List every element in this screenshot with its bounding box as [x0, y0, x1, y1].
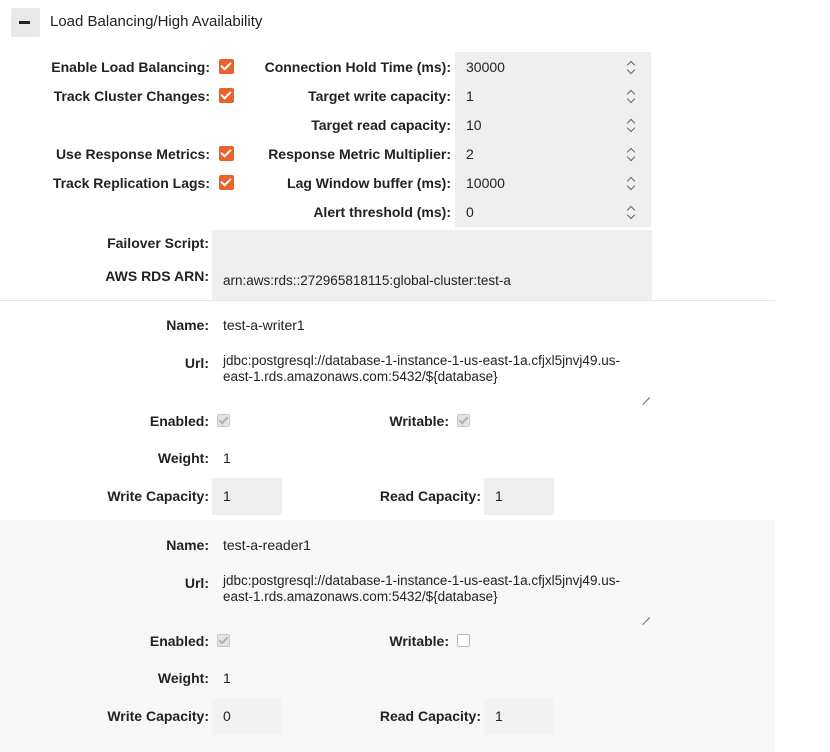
server-read-capacity-value: 1: [495, 708, 503, 724]
server-writable-label: Writable:: [389, 413, 449, 429]
stepper-icon[interactable]: [627, 118, 635, 132]
server-writable-label: Writable:: [389, 633, 449, 649]
server-read-capacity-input[interactable]: [484, 698, 554, 735]
server-name-input[interactable]: test-a-writer1: [223, 317, 305, 333]
server-weight-label: Weight:: [157, 670, 209, 686]
use-response-metrics-checkbox[interactable]: [219, 146, 234, 161]
server-weight-input[interactable]: 1: [223, 670, 231, 686]
target-read-capacity-input[interactable]: 10: [466, 117, 482, 133]
stepper-icon[interactable]: [627, 176, 635, 190]
alert-threshold-input[interactable]: 0: [466, 204, 474, 220]
server-writable-checkbox[interactable]: [457, 414, 470, 427]
collapse-section-button[interactable]: [11, 8, 40, 37]
server-url-textarea[interactable]: [212, 573, 652, 619]
alert-threshold-label: Alert threshold (ms):: [313, 204, 451, 220]
target-write-capacity-input[interactable]: 1: [466, 88, 474, 104]
track-cluster-changes-label: Track Cluster Changes:: [53, 88, 210, 104]
server-enabled-checkbox[interactable]: [217, 414, 230, 427]
server-write-capacity-value: 0: [223, 708, 231, 724]
server-url-textarea[interactable]: [212, 353, 652, 399]
aws-rds-arn-label: AWS RDS ARN:: [105, 268, 209, 284]
response-metric-multiplier-label: Response Metric Multiplier:: [268, 146, 451, 162]
section-title: Load Balancing/High Availability: [50, 13, 263, 30]
resize-handle-icon[interactable]: [642, 610, 650, 618]
lag-window-buffer-input[interactable]: 10000: [466, 175, 505, 191]
response-metric-multiplier-input[interactable]: 2: [466, 146, 474, 162]
numeric-settings-panel: [455, 52, 651, 227]
target-read-capacity-label: Target read capacity:: [311, 117, 451, 133]
stepper-icon[interactable]: [627, 147, 635, 161]
server-url-text: jdbc:postgresql://database-1-instance-1-us-east-1a.cfjxl5jnvj49.us-east-1.rds.amazonaws.com:5432/${database}: [223, 573, 620, 604]
enable-load-balancing-label: Enable Load Balancing:: [51, 59, 210, 75]
failover-script-label: Failover Script:: [107, 235, 209, 251]
resize-handle-icon[interactable]: [642, 390, 650, 398]
enable-load-balancing-checkbox[interactable]: [219, 59, 234, 74]
server-write-capacity-value: 1: [223, 488, 231, 504]
server-read-capacity-label: Read Capacity:: [379, 488, 481, 504]
track-replication-lags-label: Track Replication Lags:: [52, 175, 210, 191]
divider: [0, 300, 775, 301]
server-write-capacity-input[interactable]: [212, 478, 282, 515]
server-weight-input[interactable]: 1: [223, 450, 231, 466]
target-write-capacity-label: Target write capacity:: [308, 88, 451, 104]
server-write-capacity-input[interactable]: [212, 698, 282, 735]
server-enabled-label: Enabled:: [149, 633, 209, 649]
lag-window-buffer-label: Lag Window buffer (ms):: [287, 175, 451, 191]
server-name-label: Name:: [166, 317, 209, 333]
server-enabled-label: Enabled:: [149, 413, 209, 429]
minus-icon: [19, 21, 30, 24]
stepper-icon[interactable]: [627, 60, 635, 74]
server-enabled-checkbox[interactable]: [217, 634, 230, 647]
stepper-icon[interactable]: [627, 205, 635, 219]
server-name-label: Name:: [166, 537, 209, 553]
server-name-input[interactable]: test-a-reader1: [223, 537, 311, 553]
server-read-capacity-label: Read Capacity:: [379, 708, 481, 724]
server-writable-checkbox[interactable]: [457, 634, 470, 647]
aws-rds-arn-input[interactable]: arn:aws:rds::272965818115:global-cluster:test-a: [223, 273, 511, 288]
server-write-capacity-label: Write Capacity:: [107, 488, 209, 504]
server-read-capacity-value: 1: [495, 488, 503, 504]
server-weight-label: Weight:: [157, 450, 209, 466]
server-read-capacity-input[interactable]: [484, 478, 554, 515]
server-url-label: Url:: [184, 575, 209, 591]
server-url-text: jdbc:postgresql://database-1-instance-1-us-east-1a.cfjxl5jnvj49.us-east-1.rds.amazonaws.com:5432/${database}: [223, 353, 620, 384]
track-cluster-changes-checkbox[interactable]: [219, 88, 234, 103]
stepper-icon[interactable]: [627, 89, 635, 103]
connection-hold-time-input[interactable]: 30000: [466, 59, 505, 75]
server-write-capacity-label: Write Capacity:: [107, 708, 209, 724]
use-response-metrics-label: Use Response Metrics:: [55, 146, 210, 162]
server-url-label: Url:: [184, 355, 209, 371]
track-replication-lags-checkbox[interactable]: [219, 175, 234, 190]
connection-hold-time-label: Connection Hold Time (ms):: [264, 59, 451, 75]
